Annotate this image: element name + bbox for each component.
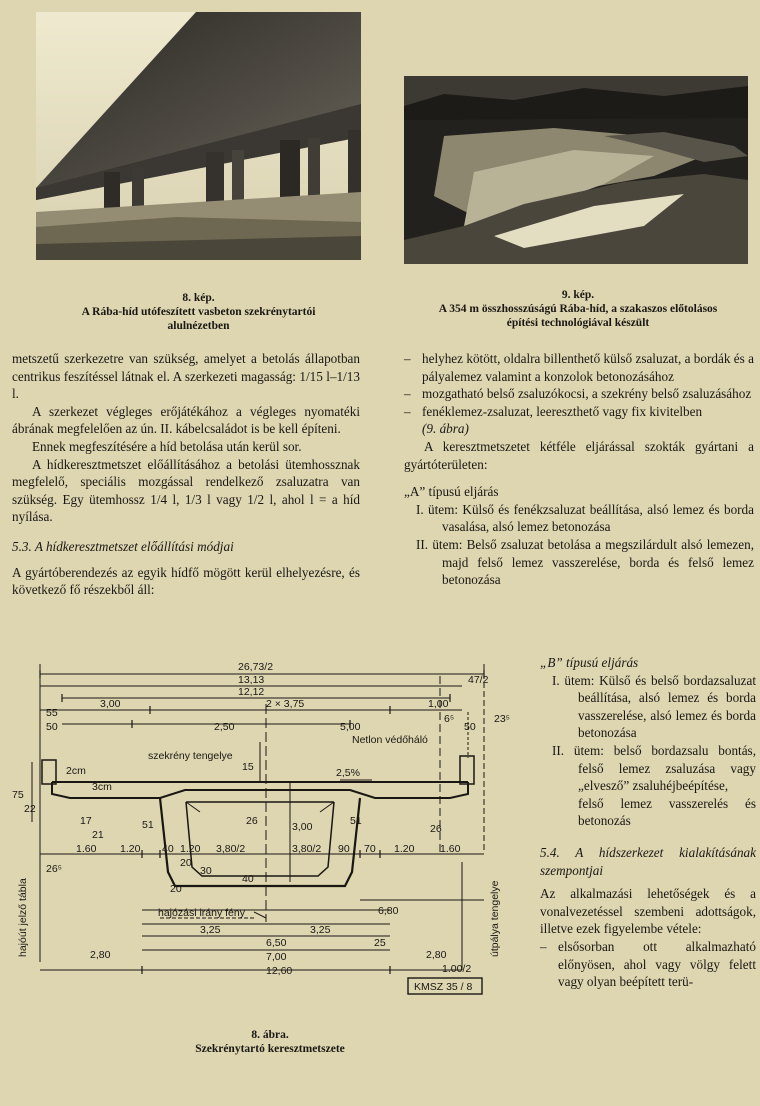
dim-label: 3cm (92, 781, 112, 793)
photo9-caption-2: építési technológiával készült (506, 317, 650, 329)
dim-label: 2cm (66, 765, 86, 777)
dim-label: 12,60 (266, 965, 293, 977)
method-b-step-1: I. ütem: Külső és belső bordazsaluzat beállítása, alsó lemez és borda vasszerelése, alsó lemez és borda betonozása (552, 672, 756, 741)
dim-label: 15 (242, 761, 254, 773)
photo8-number: 8. kép. (182, 292, 215, 304)
dim-label: 75 (12, 789, 24, 801)
left-column (12, 350, 360, 599)
dim-label: 13,13 (238, 674, 265, 686)
section-heading-5-3: 5.3. A hídkeresztmetszet előállítási módjai (12, 538, 234, 554)
photo8-caption-2: alulnézetben (167, 320, 230, 332)
dim-label: 6⁵ (444, 713, 455, 725)
dim-label: 7,00 (266, 951, 287, 963)
axis-label: szekrény tengelye (148, 750, 233, 762)
sign-label: hajóút jelző tábla (17, 878, 29, 957)
dim-label: 2,50 (214, 721, 235, 733)
dim-label: 2,80 (426, 949, 447, 961)
left-para-2: A szerkezet végleges erőjátékához a végleges nyomatéki ábrának megfelelően az ún. II. kábelcsaládot is be kell építeni. (12, 403, 360, 437)
left-para-1: metszetű szerkezetre van szükség, amelyet a betolás állapotban centrikus feszítéssel látnak el. A szerkezeti magasság: 1/15 l–1/13 l. (12, 351, 360, 402)
slope-label: 2,5% (336, 767, 360, 779)
dim-label: 3,25 (200, 924, 221, 936)
dim-label: 1.20 (394, 843, 415, 855)
photo8-caption-1: A Rába-híd utófeszített vasbeton szekrénytartói (81, 306, 316, 318)
method-a-step-1: I. ütem: Külső és fenékzsaluzat beállítása, alsó lemez és borda vasalása, alsó lemez betonozása (416, 501, 754, 535)
dim-label: 25 (374, 937, 386, 949)
photo-raba-valley (404, 76, 748, 264)
photo9-caption-1: A 354 m összhosszúságú Rába-híd, a szakaszos előtolásos (438, 303, 718, 315)
dim-label: 2 × 3,75 (266, 698, 305, 710)
right-para-1: A keresztmetszetet kétféle eljárással szokták gyártani a gyártóterületen: (404, 438, 754, 472)
dim-label: 1.60 (76, 843, 97, 855)
dim-label: 26⁵ (46, 863, 63, 875)
section-heading-5-4: 5.4. A hídszerkezet kialakításának szempontjai (540, 844, 756, 878)
dim-label: 20 (170, 883, 182, 895)
dim-label: 21 (92, 829, 104, 841)
method-b-step-2b: felső lemez vasszerelés és betonozás (578, 795, 756, 829)
dim-label: 3,00 (292, 821, 313, 833)
dim-label: 1,00 (428, 698, 449, 710)
photo9-number: 9. kép. (561, 289, 595, 301)
dim-label: 26 (246, 815, 258, 827)
bullet-application: – elsősorban ott alkalmazható előnyösen, ahol vagy völgy felett vagy olyan beépített terü- (540, 938, 756, 991)
dim-label: 55 (46, 707, 58, 719)
right-para-2: Az alkalmazási lehetőségek és a vonalvezetéssel szembeni adottságok, illetve ezek figyelembe vétele: (540, 886, 756, 937)
bullet-bottom-formwork (404, 403, 754, 438)
figure-ref: (9. ábra) (422, 421, 469, 437)
dim-label: 40 (162, 843, 174, 855)
method-a-title: „A” típusú eljárás (404, 484, 499, 500)
dim-label: 1.20 (120, 843, 141, 855)
bullet-internal-formwork: – mozgatható belső zsaluzókocsi, a szekrény belső zsaluzásához (404, 385, 754, 403)
dim-label: 51 (142, 819, 154, 831)
dim-label: 23⁵ (494, 713, 511, 725)
bullet-bottom-formwork-text: fenéklemez-zsaluzat, leereszthető vagy fix kivitelben (422, 403, 703, 419)
right-column-narrow (540, 654, 756, 991)
figure8-number: 8. ábra. (251, 1029, 289, 1041)
dim-label: 17 (80, 815, 92, 827)
dim-label: 1.60 (440, 843, 461, 855)
dim-label: 2,80 (90, 949, 111, 961)
dim-label: 30 (200, 865, 212, 877)
dim-label: 1.20 (180, 843, 201, 855)
dim-label: 90 (338, 843, 350, 855)
right-column (404, 350, 754, 589)
dim-label: 3,25 (310, 924, 331, 936)
nav-light-label: hajózási irány fény (158, 907, 245, 919)
dim-label: 3,00 (100, 698, 121, 710)
method-b-step-2: II. ütem: belső bordazsalu bontás, felső lemez zsaluzása vagy „elvesző” zsaluhéjbeépítése, (552, 742, 756, 794)
dim-label: 20 (180, 857, 192, 869)
netlon-label: Netlon védőháló (352, 734, 428, 746)
left-para-5: A gyártóberendezés az egyik hídfő mögött kerül elhelyezésre, és következő fő részekből áll: (12, 564, 360, 598)
dim-label: 26 (430, 823, 442, 835)
bullet-external-formwork: – helyhez kötött, oldalra billenthető külső zsaluzat, a bordák és a pályalemez valamint a konzolok betonozásához (404, 350, 754, 385)
dim-label: 12,12 (238, 686, 265, 698)
cross-section-figure (10, 652, 534, 1004)
road-axis-label: útpálya tengelye (489, 880, 501, 957)
dim-label: 3,80/2 (216, 843, 246, 855)
method-a-step-2: II. ütem: Belső zsaluzat betolása a megszilárdult alsó lemezen, majd felső lemez vasszerelése, borda és felső lemez betonozása (416, 536, 754, 588)
left-para-4: A hídkeresztmetszet előállításához a betolási ütemhossznak megfelelő, speciális mozgással rendelkező zsaluzatra van szükség. Egy ütemhossz 1/4 l, 1/3 l vagy 1/2 l, ahol l = a híd nyílása. (12, 456, 360, 525)
photo-bridge-underside (36, 12, 361, 260)
dim-label: 40 (242, 873, 254, 885)
left-para-3: Ennek megfeszítésére a híd betolása után kerül sor. (32, 438, 302, 454)
figure8-caption: Szekrénytartó keresztmetszete (195, 1043, 345, 1055)
dim-label: 51 (350, 815, 362, 827)
method-b-title: „B” típusú eljárás (540, 655, 639, 670)
dim-label: 3,80/2 (292, 843, 322, 855)
dim-label: 47/2 (468, 674, 489, 686)
dim-label: 22 (24, 803, 36, 815)
drawing-code: KMSZ 35 / 8 (414, 981, 473, 993)
dim-label: 6,50 (266, 937, 287, 949)
dim-label: 1.00/2 (442, 963, 472, 975)
dim-label: 26,73/2 (238, 661, 274, 673)
dim-label: 5,00 (340, 721, 361, 733)
dim-label: 70 (364, 843, 376, 855)
dim-label: 50 (464, 721, 476, 733)
dim-label: 6,80 (378, 905, 399, 917)
dim-label: 50 (46, 721, 58, 733)
